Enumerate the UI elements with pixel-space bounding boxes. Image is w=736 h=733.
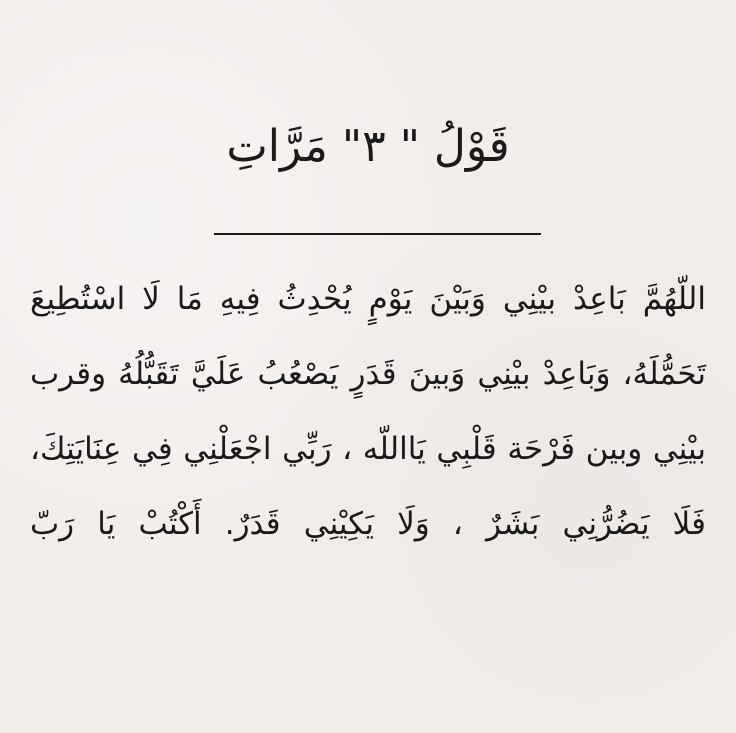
page-title: قَوْلُ " ٣" مَرَّاتِ xyxy=(226,121,510,172)
text-line-2: تَحَمُّلَهُ، وَبَاعِدْ بيْنِي وَبينَ قَدَرٍ يَصْعُبُ عَلَيَّ تَقَبُّلُهُ وقرب xyxy=(30,356,706,392)
text-line-1: اللّهُمَّ بَاعِدْ بيْنِي وَبَيْنَ يَوْمٍ يُحْدِثُ فِيهِ مَا لَا اسْتُطِيعَ xyxy=(30,281,706,317)
text-line-3: بيْنِي وبين فَرْحَة قَلْبِي يَااللّه ، رَبِّي اجْعَلْنِي فِي عِنَايَتِكَ، xyxy=(30,431,706,467)
title-underline xyxy=(214,233,541,235)
text-line-4: فَلَا يَضُرُّنِي بَشَرٌ ، وَلَا يَكِيْنِي قَدَرٌ. أَكْتُبْ يَا رَبّ xyxy=(30,506,706,542)
supplication-text xyxy=(30,262,706,562)
